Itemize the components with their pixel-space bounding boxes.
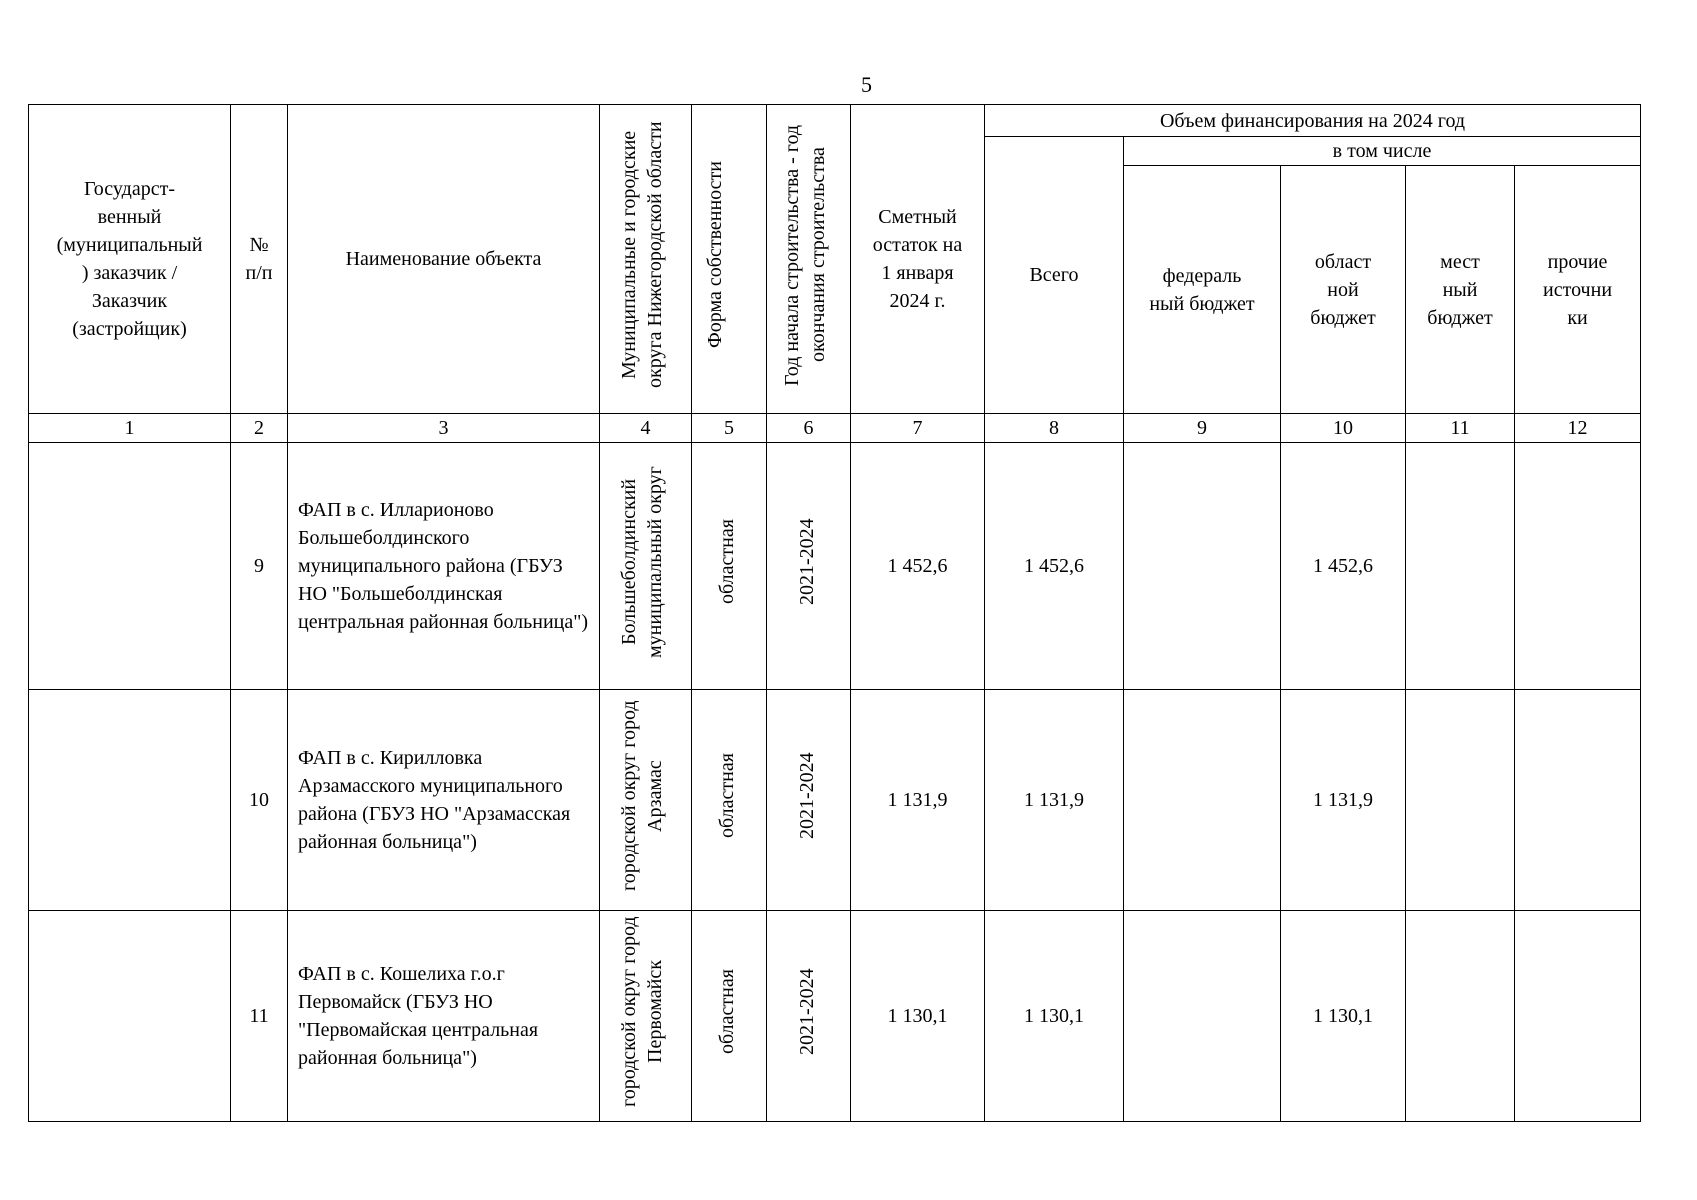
cell-years (767, 690, 851, 911)
page-number: 5 (861, 72, 872, 97)
header-years (767, 105, 851, 414)
cell-ownership (692, 443, 767, 690)
column-number: 7 (851, 414, 985, 443)
cell-ownership-text: областная (716, 969, 738, 1055)
cell-other (1515, 443, 1641, 690)
cell-object-name: ФАП в с. Кирилловка Арзамасского муниципального района (ГБУЗ НО "Арзамасская районная больница") (288, 690, 600, 911)
cell-total: 1 131,9 (985, 690, 1124, 911)
column-number: 1 (29, 414, 231, 443)
header-customer: Государст- венный (муниципальный ) заказчик / Заказчик (застройщик) (29, 105, 231, 414)
financing-table (28, 104, 1641, 1122)
header-total: Всего (985, 137, 1124, 414)
cell-municipal (600, 443, 692, 690)
column-number: 3 (288, 414, 600, 443)
column-number: 2 (231, 414, 288, 443)
header-municipal (600, 105, 692, 414)
column-number: 12 (1515, 414, 1641, 443)
cell-estimate: 1 131,9 (851, 690, 985, 911)
cell-object-name: ФАП в с. Илларионово Большеболдинского муниципального района (ГБУЗ НО "Большеболдинская центральная районная больница") (288, 443, 600, 690)
cell-customer (29, 690, 231, 911)
cell-estimate: 1 452,6 (851, 443, 985, 690)
column-number: 4 (600, 414, 692, 443)
header-ownership (692, 105, 767, 414)
cell-object-name: ФАП в с. Кошелиха г.о.г Первомайск (ГБУЗ НО "Первомайская центральная районная больница") (288, 911, 600, 1122)
cell-federal (1124, 443, 1281, 690)
cell-total: 1 452,6 (985, 443, 1124, 690)
cell-regional: 1 131,9 (1281, 690, 1406, 911)
cell-regional: 1 452,6 (1281, 443, 1406, 690)
cell-municipal-text: Большеболдинский муниципальный округ (617, 466, 666, 658)
header-local: мест ный бюджет (1406, 166, 1515, 414)
table-row (29, 443, 1641, 690)
header-estimate: Сметный остаток на 1 января 2024 г. (851, 105, 985, 414)
header-years-text: Год начала строительства - год окончания строительства (780, 124, 829, 386)
cell-years (767, 911, 851, 1122)
cell-num: 11 (231, 911, 288, 1122)
cell-other (1515, 911, 1641, 1122)
column-number: 8 (985, 414, 1124, 443)
cell-municipal (600, 911, 692, 1122)
cell-other (1515, 690, 1641, 911)
cell-years-text: 2021-2024 (795, 968, 818, 1056)
cell-num: 9 (231, 443, 288, 690)
cell-customer (29, 443, 231, 690)
column-number-row (29, 414, 1641, 443)
cell-ownership-text: областная (716, 753, 738, 839)
column-number: 11 (1406, 414, 1515, 443)
cell-local (1406, 911, 1515, 1122)
cell-years-text: 2021-2024 (795, 518, 818, 606)
cell-ownership (692, 911, 767, 1122)
header-funding-title: Объем финансирования на 2024 год (985, 105, 1641, 137)
header-municipal-text: Муниципальные и городские округа Нижегородской области (617, 121, 666, 389)
cell-ownership (692, 690, 767, 911)
header-object-name: Наименование объекта (288, 105, 600, 414)
cell-federal (1124, 690, 1281, 911)
table-row (29, 690, 1641, 911)
column-number: 9 (1124, 414, 1281, 443)
header-federal: федераль ный бюджет (1124, 166, 1281, 414)
cell-regional: 1 130,1 (1281, 911, 1406, 1122)
cell-customer (29, 911, 231, 1122)
column-number: 10 (1281, 414, 1406, 443)
header-num: № п/п (231, 105, 288, 414)
cell-municipal-text: городской округ город Арзамас (617, 700, 666, 892)
cell-municipal (600, 690, 692, 911)
cell-estimate: 1 130,1 (851, 911, 985, 1122)
cell-local (1406, 443, 1515, 690)
column-number: 6 (767, 414, 851, 443)
cell-total: 1 130,1 (985, 911, 1124, 1122)
cell-years-text: 2021-2024 (795, 752, 818, 840)
cell-num: 10 (231, 690, 288, 911)
cell-federal (1124, 911, 1281, 1122)
header-regional: област ной бюджет (1281, 166, 1406, 414)
cell-local (1406, 690, 1515, 911)
cell-municipal-text: городской округ город Первомайск (617, 916, 666, 1108)
cell-years (767, 443, 851, 690)
header-other: прочие источни ки (1515, 166, 1641, 414)
header-ownership-text: Форма собственности (704, 161, 726, 349)
header-including: в том числе (1124, 137, 1641, 166)
cell-ownership-text: областная (716, 519, 738, 605)
table-row (29, 911, 1641, 1122)
column-number: 5 (692, 414, 767, 443)
header-row-1 (29, 105, 1641, 137)
